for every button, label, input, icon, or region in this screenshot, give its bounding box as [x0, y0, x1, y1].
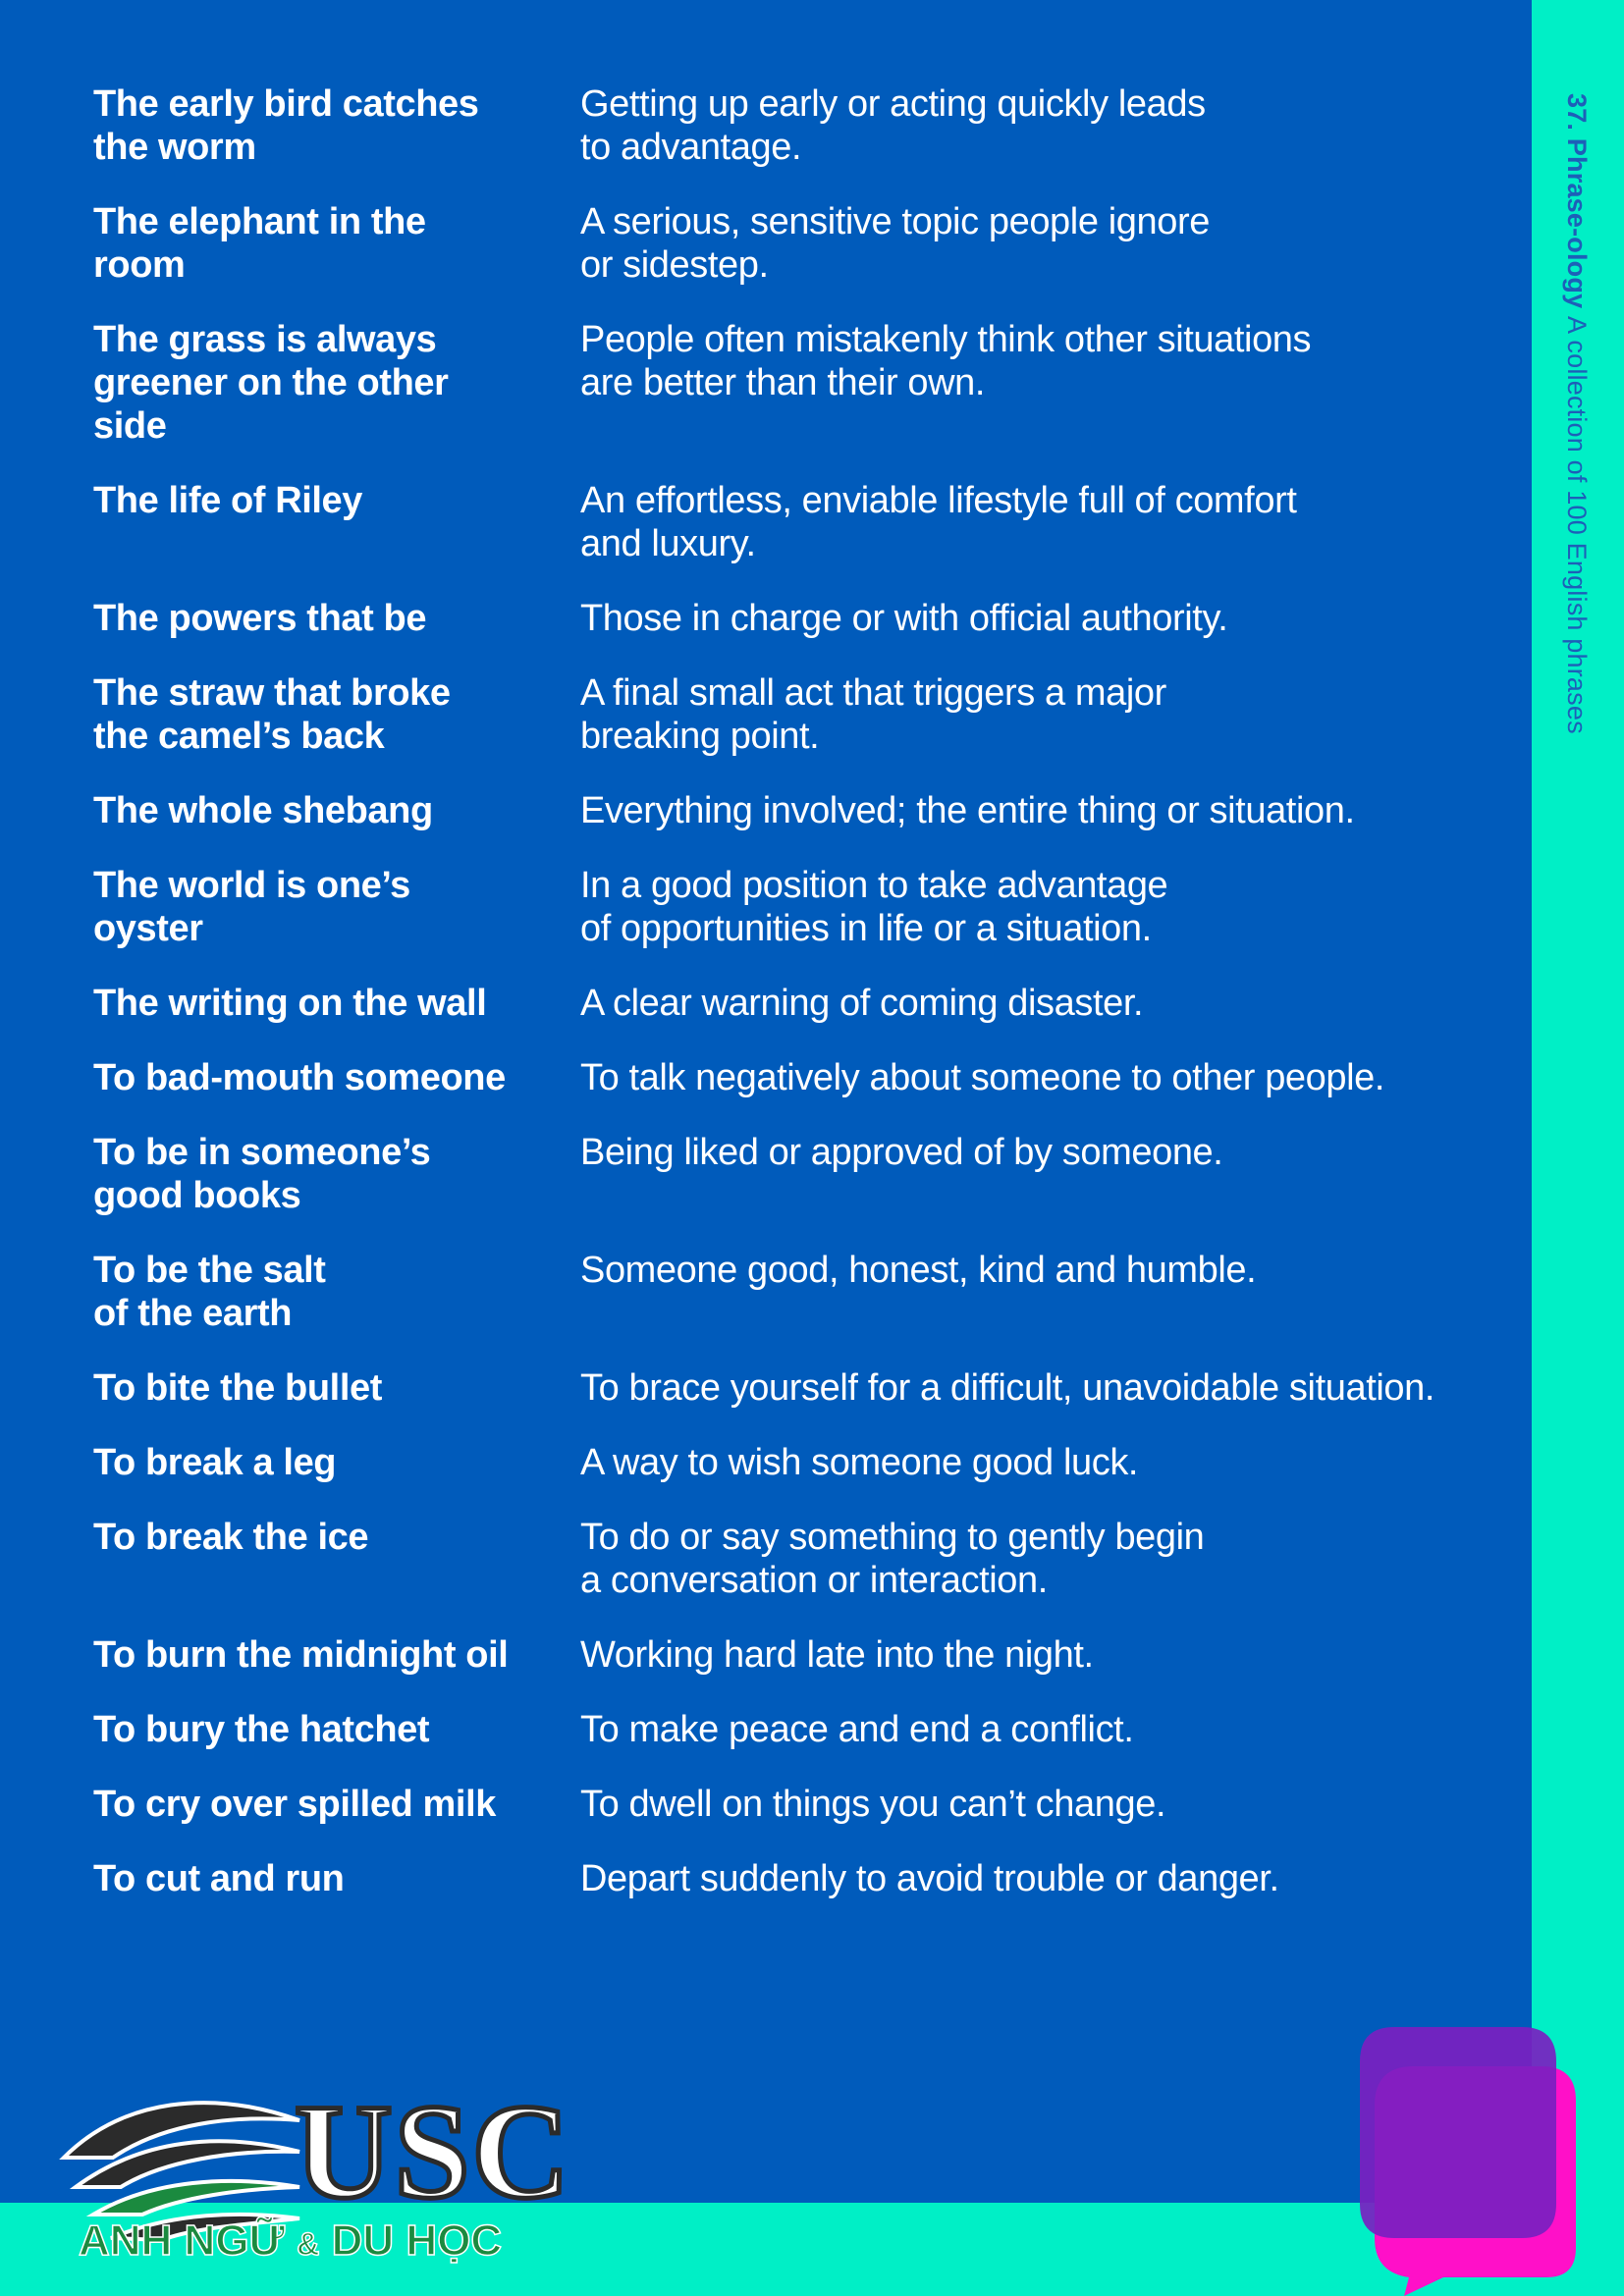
phrase-definition-line: and luxury. [580, 523, 756, 564]
phrase-term-line: To bite the bullet [93, 1367, 382, 1409]
logo-name: USC [295, 2076, 572, 2226]
phrase-definition-line: Those in charge or with official authority. [580, 598, 1228, 639]
phrase-row [93, 1633, 1507, 1677]
side-title [1561, 93, 1592, 734]
phrase-term [93, 82, 580, 169]
phrase-row [93, 1056, 1507, 1099]
phrase-term-line: To cry over spilled milk [93, 1784, 496, 1825]
phrase-term [93, 1633, 580, 1677]
phrase-definition [580, 200, 1507, 287]
phrase-term [93, 1131, 580, 1217]
phrase-definition-line: An effortless, enviable lifestyle full of comfort [580, 480, 1297, 521]
phrase-definition [580, 1708, 1507, 1751]
phrase-term [93, 1366, 580, 1410]
phrase-term [93, 789, 580, 832]
phrase-term-line: good books [93, 1175, 301, 1216]
logo-subtitle-end: DU HỌC [331, 2216, 503, 2265]
phrase-definition-line: a conversation or interaction. [580, 1560, 1048, 1601]
phrase-definition-line: or sidestep. [580, 244, 769, 286]
phrase-term-line: To bury the hatchet [93, 1709, 430, 1750]
phrase-definition-line: breaking point. [580, 716, 820, 757]
phrase-term [93, 1056, 580, 1099]
phrase-term [93, 479, 580, 565]
phrase-term [93, 1783, 580, 1826]
phrase-term [93, 1516, 580, 1602]
phrase-definition [580, 597, 1507, 640]
phrase-definition [580, 671, 1507, 758]
phrase-term-line: The grass is always [93, 319, 437, 360]
phrase-row [93, 864, 1507, 950]
side-title-subtitle: A collection of 100 English phrases [1562, 316, 1592, 734]
phrase-definition [580, 479, 1507, 565]
phrase-term-line: The whole shebang [93, 790, 433, 831]
phrase-term [93, 1708, 580, 1751]
logo-subtitle-main: ANH NGỮ [79, 2216, 286, 2265]
phrase-definition [580, 1857, 1507, 1900]
phrase-term-line: The world is one’s [93, 865, 410, 906]
phrase-definition-line: of opportunities in life or a situation. [580, 908, 1152, 949]
phrase-definition-line: A final small act that triggers a major [580, 672, 1166, 714]
speech-bubble-icon [1355, 2027, 1581, 2296]
phrase-term [93, 318, 580, 448]
phrase-definition-line: To brace yourself for a difficult, unavoidable situation. [580, 1367, 1435, 1409]
phrase-row [93, 597, 1507, 640]
phrase-definition [580, 864, 1507, 950]
phrase-term-line: the camel’s back [93, 716, 385, 757]
phrase-definition-line: To dwell on things you can’t change. [580, 1784, 1166, 1825]
phrase-definition [580, 1366, 1507, 1410]
phrase-term-line: The powers that be [93, 598, 427, 639]
phrase-term-line: The early bird catches [93, 83, 479, 125]
phrase-row [93, 318, 1507, 448]
phrase-definition-line: Getting up early or acting quickly leads [580, 83, 1206, 125]
phrase-term [93, 864, 580, 950]
phrase-definition [580, 82, 1507, 169]
phrase-term-line: To be in someone’s [93, 1132, 431, 1173]
phrase-row [93, 1516, 1507, 1602]
phrase-term-line: of the earth [93, 1293, 293, 1334]
phrase-row [93, 1708, 1507, 1751]
phrase-row [93, 1857, 1507, 1900]
phrase-term [93, 1857, 580, 1900]
phrase-row [93, 82, 1507, 169]
phrase-term-line: greener on the other [93, 362, 449, 403]
phrase-definition-line: to advantage. [580, 127, 802, 168]
phrase-definition-line: Being liked or approved of by someone. [580, 1132, 1223, 1173]
phrase-term [93, 982, 580, 1025]
side-title-series: Phrase-ology [1562, 137, 1592, 309]
phrase-definition [580, 1633, 1507, 1677]
phrase-term [93, 200, 580, 287]
phrase-definition [580, 1516, 1507, 1602]
phrase-definition-line: To do or say something to gently begin [580, 1517, 1205, 1558]
phrase-term-line: To burn the midnight oil [93, 1634, 509, 1676]
phrase-term [93, 1249, 580, 1335]
phrase-row [93, 1783, 1507, 1826]
phrase-term-line: oyster [93, 908, 203, 949]
phrase-definition [580, 1249, 1507, 1335]
phrase-definition-line: To talk negatively about someone to other people. [580, 1057, 1385, 1098]
phrase-row [93, 1366, 1507, 1410]
phrase-definition [580, 1783, 1507, 1826]
phrase-term-line: The elephant in the [93, 201, 426, 242]
phrase-row [93, 671, 1507, 758]
phrase-term-line: side [93, 405, 167, 447]
logo-subtitle [79, 2216, 502, 2266]
phrase-term-line: To be the salt [93, 1250, 326, 1291]
phrase-definition [580, 1441, 1507, 1484]
phrase-term-line: The straw that broke [93, 672, 451, 714]
phrase-term-line: To break the ice [93, 1517, 369, 1558]
phrase-definition-line: are better than their own. [580, 362, 986, 403]
phrase-term [93, 597, 580, 640]
phrase-list [93, 82, 1507, 1932]
phrase-term-line: The writing on the wall [93, 983, 487, 1024]
phrase-definition [580, 1131, 1507, 1217]
phrase-row [93, 479, 1507, 565]
phrase-definition-line: Depart suddenly to avoid trouble or danger. [580, 1858, 1279, 1899]
phrase-term-line: To break a leg [93, 1442, 337, 1483]
phrase-definition [580, 982, 1507, 1025]
phrase-term-line: room [93, 244, 186, 286]
phrase-definition-line: People often mistakenly think other situations [580, 319, 1312, 360]
phrase-term-line: The life of Riley [93, 480, 363, 521]
phrase-row [93, 1249, 1507, 1335]
phrase-definition-line: A way to wish someone good luck. [580, 1442, 1139, 1483]
phrase-definition-line: Someone good, honest, kind and humble. [580, 1250, 1257, 1291]
phrase-row [93, 1131, 1507, 1217]
phrase-definition-line: A serious, sensitive topic people ignore [580, 201, 1210, 242]
phrase-row [93, 200, 1507, 287]
phrase-definition-line: To make peace and end a conflict. [580, 1709, 1134, 1750]
phrase-definition-line: Everything involved; the entire thing or situation. [580, 790, 1355, 831]
phrase-definition-line: Working hard late into the night. [580, 1634, 1094, 1676]
phrase-term-line: To bad-mouth someone [93, 1057, 506, 1098]
phrase-definition [580, 1056, 1507, 1099]
phrase-definition [580, 318, 1507, 448]
phrase-definition-line: A clear warning of coming disaster. [580, 983, 1144, 1024]
phrase-definition [580, 789, 1507, 832]
side-title-number: 37. [1562, 93, 1592, 132]
logo-subtitle-amp: & [297, 2226, 320, 2262]
phrase-term-line: the worm [93, 127, 256, 168]
phrase-term-line: To cut and run [93, 1858, 345, 1899]
phrase-definition-line: In a good position to take advantage [580, 865, 1168, 906]
phrase-row [93, 1441, 1507, 1484]
phrase-term [93, 671, 580, 758]
phrase-row [93, 789, 1507, 832]
phrase-term [93, 1441, 580, 1484]
phrase-row [93, 982, 1507, 1025]
